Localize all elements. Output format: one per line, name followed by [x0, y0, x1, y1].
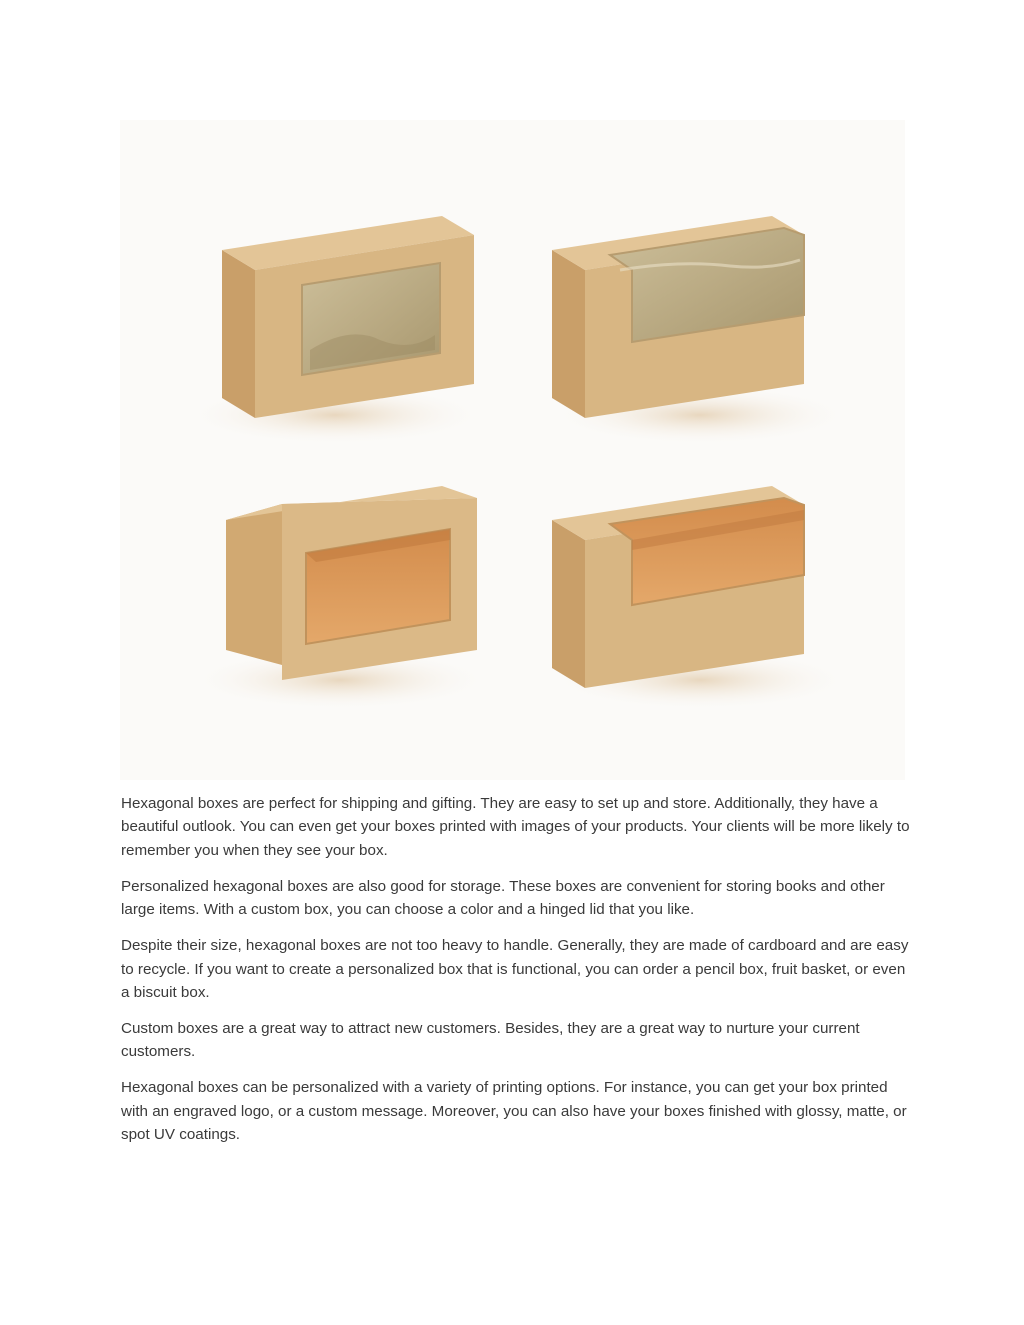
- box-wrap-window-2: [550, 486, 850, 710]
- cardboard-window-boxes-image: [120, 120, 905, 780]
- paragraph-4: Custom boxes are a great way to attract new customers. Besides, they are a great way to nurture your current customers.: [121, 1020, 860, 1061]
- box-wrap-window-1: [550, 216, 850, 445]
- paragraph-1: Hexagonal boxes are perfect for shipping and gifting. They are easy to set up and store. Additionally, they have a beautiful outlook. You can even get your boxes printed with images of your products. Your clients will be more likely to remember you when they see your box.: [121, 795, 910, 859]
- paragraph-5: Hexagonal boxes can be personalized with a variety of printing options. For instance, you can get your box printed with an engraved logo, or a custom message. Moreover, you can also have your boxes finished with glossy, matte, or spot UV coatings.: [121, 1079, 907, 1144]
- box-closed-window-1: [185, 216, 485, 445]
- paragraph-3: Despite their size, hexagonal boxes are not too heavy to handle. Generally, they are made of cardboard and are easy to recycle. If you want to create a personalized box that is functional, you can order a pencil box, fruit basket, or even a biscuit box.: [121, 937, 909, 1002]
- article-body: [121, 792, 911, 1159]
- paragraph-2: Personalized hexagonal boxes are also good for storage. These boxes are convenient for storing books and other large items. With a custom box, you can choose a color and a hinged lid that you like.: [121, 877, 885, 919]
- box-closed-window-2: [190, 486, 490, 710]
- product-illustration: [120, 120, 905, 780]
